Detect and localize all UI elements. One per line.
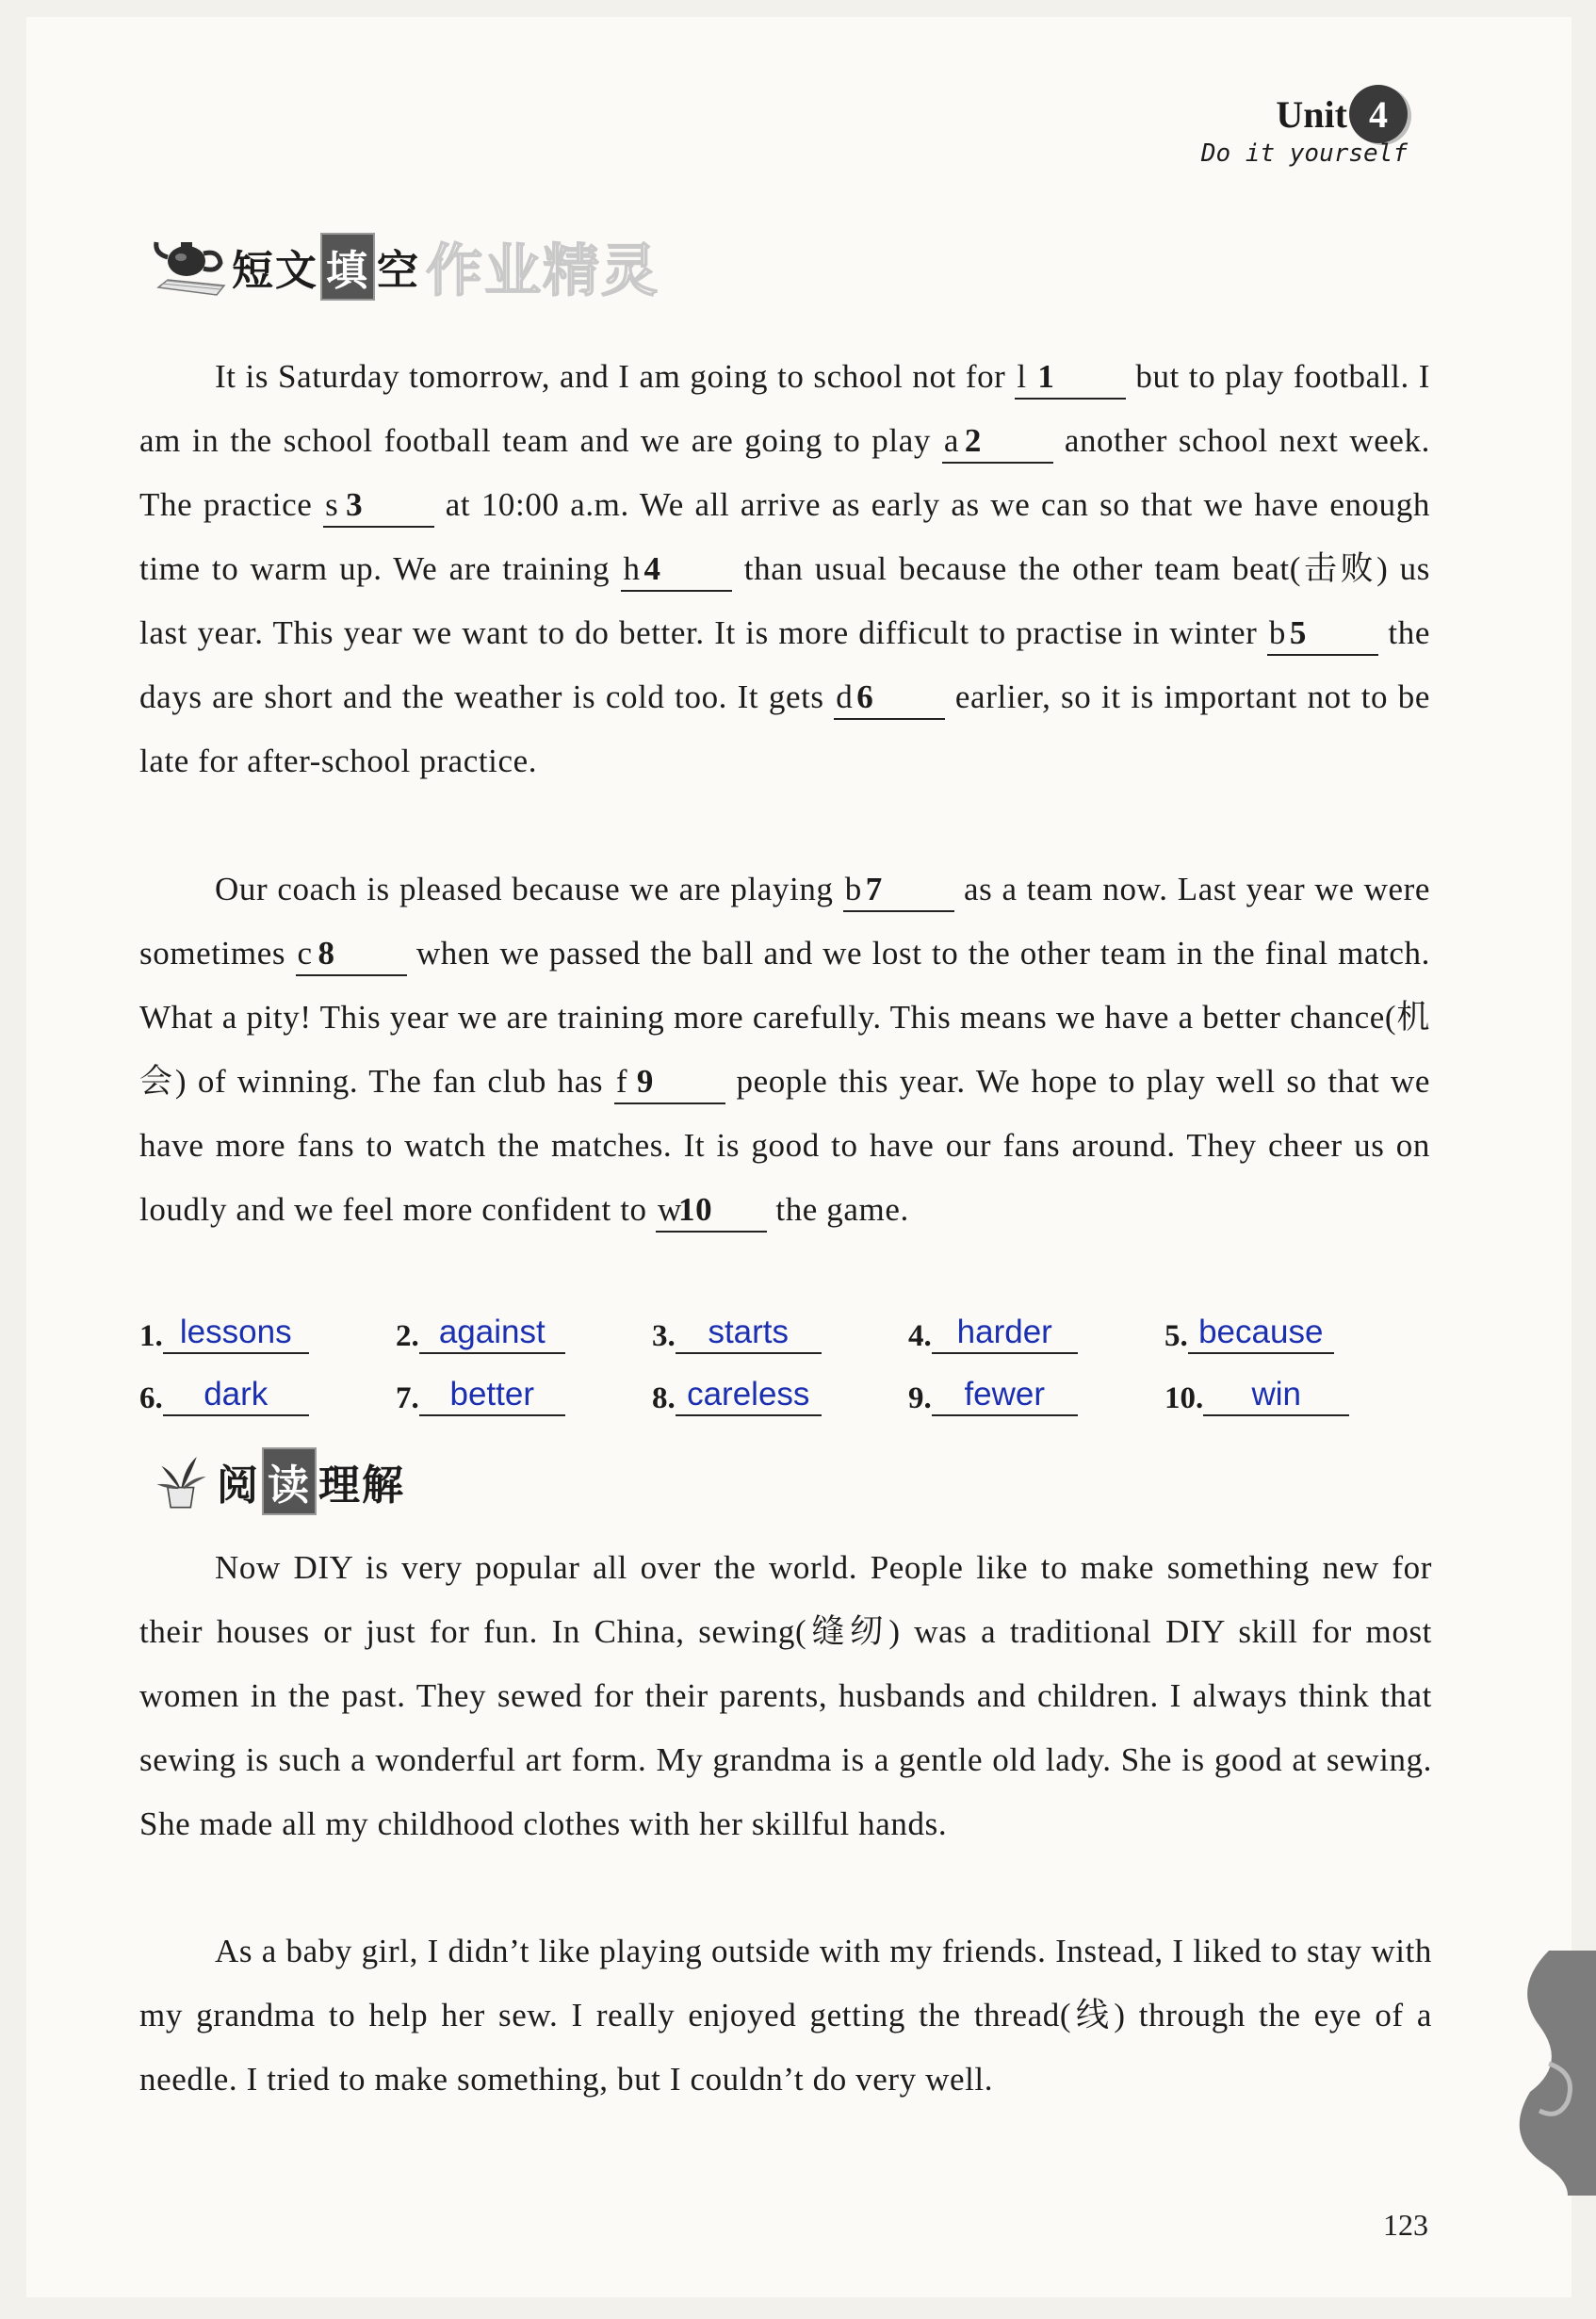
blank-number: 2 [964, 422, 982, 459]
answer-text: careless [676, 1375, 822, 1416]
answer-text: win [1203, 1375, 1349, 1416]
answer-number: 6. [139, 1381, 163, 1415]
blank-number: 3 [346, 486, 364, 523]
reading-paragraph-2: As a baby girl, I didn’t like playing outside with my friends. Instead, I liked to stay with my grandma to help her sew. I really enjoyed getting the thread(线) through the eye of a needle. I tried to make something, but I couldn’t do very well. [139, 1933, 1432, 2098]
unit-number-badge: 4 [1349, 85, 1408, 143]
answer-number: 2. [396, 1319, 419, 1353]
answer-number: 4. [908, 1319, 932, 1353]
answer-item [652, 1305, 908, 1354]
unit-word: Unit [1276, 92, 1347, 136]
answer-text: starts [676, 1313, 822, 1354]
answer-text: against [419, 1313, 565, 1354]
answer-number: 7. [396, 1381, 419, 1415]
watermark-text: 作业精灵 [426, 238, 660, 304]
answer-number: 9. [908, 1381, 932, 1415]
blank-letter: f [615, 1063, 628, 1100]
reading-title [217, 1447, 405, 1515]
answer-item [908, 1367, 1164, 1416]
plant-pot-icon [151, 1446, 217, 1516]
scroll-decoration-icon [1511, 1951, 1596, 2196]
cloze-blank-3 [323, 486, 434, 528]
cloze-text: than usual because the other team beat(击败) us last year. This year we want to do better. It is more difficult to practise in winter [139, 550, 1431, 651]
answer-item [396, 1305, 652, 1354]
cloze-text: Our coach is pleased because we are playing [215, 871, 834, 907]
blank-letter: s [325, 486, 339, 523]
cloze-blank-1 [1015, 358, 1126, 400]
cloze-blank-6 [834, 678, 945, 720]
cloze-title-boxed-char: 填 [320, 233, 375, 301]
answer-item [1164, 1367, 1421, 1416]
cloze-section-heading [151, 226, 660, 307]
answer-text: because [1188, 1313, 1334, 1354]
cloze-text: at 10:00 a.m. We all arrive as early as we can so that we have enough time to warm up. We are training [139, 486, 1430, 587]
cloze-text: as a team now. Last year we were sometimes [139, 871, 1431, 972]
cloze-text: It is Saturday tomorrow, and I am going to school not for [215, 358, 1006, 395]
cloze-title [232, 233, 420, 301]
unit-header [1201, 85, 1408, 168]
cloze-text: another school next week. The practice [139, 422, 1430, 523]
unit-title [1276, 85, 1408, 143]
answer-item [908, 1305, 1164, 1354]
reading-title-boxed-char: 读 [262, 1447, 317, 1515]
cloze-blank-4 [621, 550, 732, 592]
teapot-icon [151, 229, 232, 304]
answer-item [1164, 1305, 1421, 1354]
blank-number: 4 [643, 550, 661, 587]
cloze-text: the game. [775, 1191, 909, 1228]
cloze-title-part-a: 短文 [232, 247, 318, 295]
blank-letter: b [1268, 614, 1286, 651]
blank-letter: l [1017, 358, 1027, 395]
blank-letter: w [658, 1191, 682, 1228]
answer-text: lessons [163, 1313, 309, 1354]
reading-title-part-b: 理解 [318, 1462, 405, 1510]
cloze-paragraph-2 [139, 857, 1430, 1242]
answer-item [652, 1367, 908, 1416]
blank-number: 10 [678, 1191, 713, 1228]
reading-section-heading [151, 1446, 405, 1516]
reading-paragraph-1: Now DIY is very popular all over the world. People like to make something new for their houses or just for fun. In China, sewing(缝纫) was a traditional DIY skill for most women in the past. They sewed for their parents, husbands and children. I always think that sewing is such a wonderful art form. My grandma is a gentle old lady. She is good at sewing. She made all my childhood clothes with her skillful hands. [139, 1549, 1432, 1842]
answer-number: 1. [139, 1319, 163, 1353]
answer-number: 10. [1164, 1381, 1204, 1415]
blank-number: 1 [1037, 358, 1055, 395]
answer-text: fewer [932, 1375, 1078, 1416]
answer-item [396, 1367, 652, 1416]
cloze-blank-7 [843, 871, 954, 912]
blank-number: 8 [318, 935, 335, 972]
cloze-paragraph-1 [139, 345, 1430, 793]
cloze-blank-5 [1267, 614, 1378, 656]
answer-item [139, 1305, 396, 1354]
answer-text: dark [163, 1375, 309, 1416]
reading-title-part-a: 阅 [217, 1462, 260, 1510]
cloze-text: people this year. We hope to play well so that we have more fans to watch the matches. It is good to have our fans around. They cheer us on loudly and we feel more confident to [139, 1063, 1430, 1228]
cloze-text: but to play football. I am in the school football team and we are going to play [139, 358, 1430, 459]
blank-letter: c [297, 935, 313, 972]
cloze-text: earlier, so it is important not to be late for after-school practice. [139, 678, 1431, 779]
answer-number: 5. [1164, 1319, 1188, 1353]
blank-letter: a [943, 422, 960, 459]
blank-number: 6 [856, 678, 874, 715]
unit-subtitle: Do it yourself [1200, 139, 1408, 168]
cloze-text: the days are short and the weather is cold too. It gets [139, 614, 1430, 715]
blank-letter: h [623, 550, 641, 587]
cloze-blank-10 [656, 1191, 767, 1233]
blank-number: 7 [865, 871, 883, 907]
cloze-blank-8 [296, 935, 407, 976]
blank-letter: d [836, 678, 854, 715]
answer-number: 3. [652, 1319, 676, 1353]
blank-letter: b [844, 871, 862, 907]
page-number: 123 [1383, 2208, 1428, 2242]
cloze-title-part-b: 空 [377, 247, 420, 295]
answer-item [139, 1367, 396, 1416]
cloze-blank-9 [614, 1063, 725, 1104]
answer-text: harder [932, 1313, 1078, 1354]
blank-number: 5 [1289, 614, 1307, 651]
answer-grid [139, 1305, 1421, 1416]
answer-number: 8. [652, 1381, 676, 1415]
blank-number: 9 [636, 1063, 654, 1100]
cloze-text: when we passed the ball and we lost to the other team in the final match. What a pity! This year we are training more carefully. This means we have a better chance(机会) of winning. The fan club has [139, 935, 1430, 1100]
cloze-blank-2 [942, 422, 1053, 464]
answer-text: better [419, 1375, 565, 1416]
